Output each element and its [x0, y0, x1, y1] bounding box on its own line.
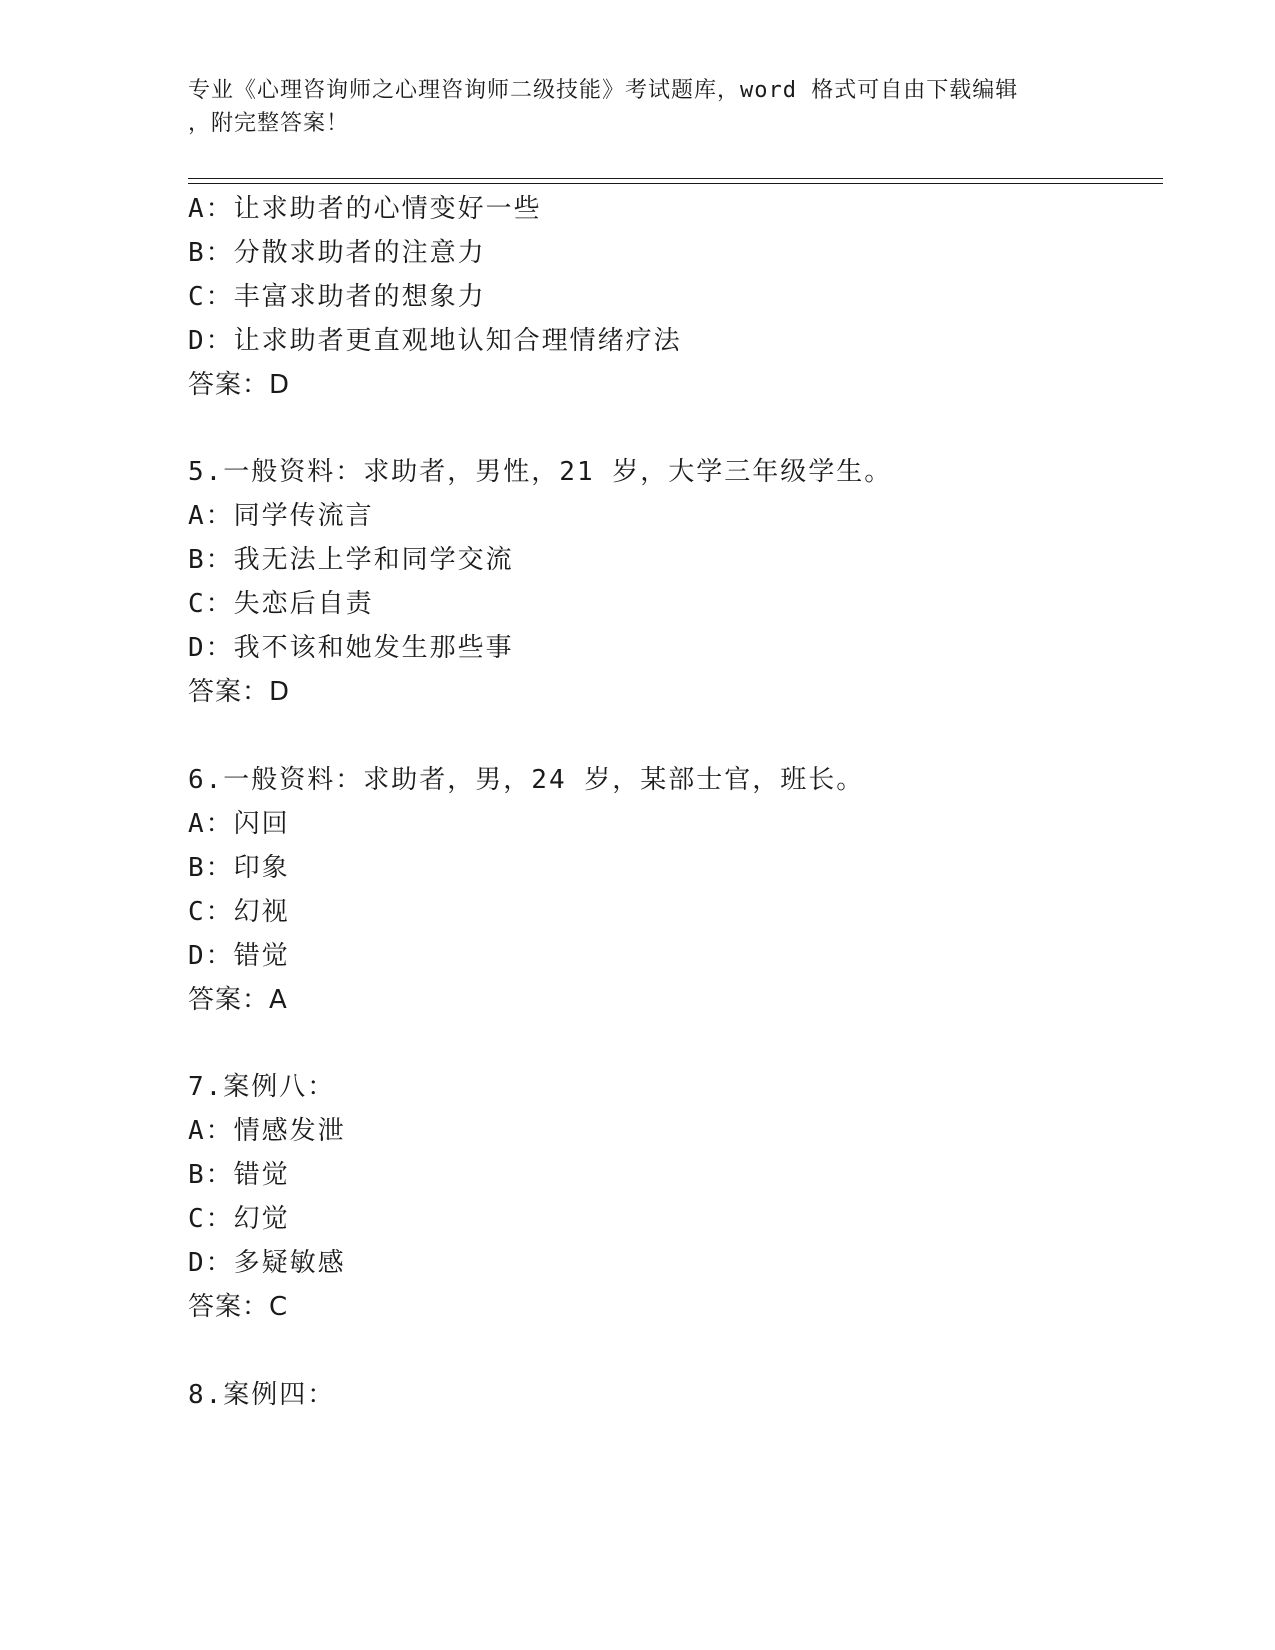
header-line-1: 专业《心理咨询师之心理咨询师二级技能》考试题库，word 格式可自由下载编辑	[188, 78, 1019, 103]
q8-stem: 8.案例四：	[188, 1380, 336, 1410]
q5-stem: 5.一般资料：求助者，男性，21 岁，大学三年级学生。	[188, 457, 893, 487]
q4-option-d: D：让求助者更直观地认知合理情绪疗法	[188, 326, 682, 356]
q5-option-c: C：失恋后自责	[188, 589, 374, 619]
q4-option-b: B：分散求助者的注意力	[188, 238, 486, 268]
q6-option-a: A：闪回	[188, 809, 290, 839]
q7-option-c: C：幻觉	[188, 1204, 290, 1234]
q4-answer: 答案：D	[188, 370, 291, 400]
header-divider-bottom	[188, 183, 1163, 184]
q4-option-a: A：让求助者的心情变好一些	[188, 194, 542, 224]
q7-option-d: D：多疑敏感	[188, 1248, 346, 1278]
q6-option-c: C：幻视	[188, 897, 290, 927]
q5-answer: 答案：D	[188, 677, 291, 707]
q7-option-a: A：情感发泄	[188, 1116, 346, 1146]
q7-answer: 答案：C	[188, 1292, 289, 1322]
q6-option-d: D：错觉	[188, 941, 290, 971]
q6-answer: 答案：A	[188, 985, 288, 1015]
header-line-2: ，附完整答案！	[188, 111, 350, 136]
document-header	[188, 74, 1088, 140]
q7-stem: 7.案例八：	[188, 1072, 336, 1102]
q5-option-b: B：我无法上学和同学交流	[188, 545, 514, 575]
q5-option-d: D：我不该和她发生那些事	[188, 633, 514, 663]
header-divider-top	[188, 178, 1163, 179]
q5-option-a: A：同学传流言	[188, 501, 374, 531]
q4-option-c: C：丰富求助者的想象力	[188, 282, 486, 312]
q6-stem: 6.一般资料：求助者，男，24 岁，某部士官，班长。	[188, 765, 865, 795]
q7-option-b: B：错觉	[188, 1160, 290, 1190]
q6-option-b: B：印象	[188, 853, 290, 883]
